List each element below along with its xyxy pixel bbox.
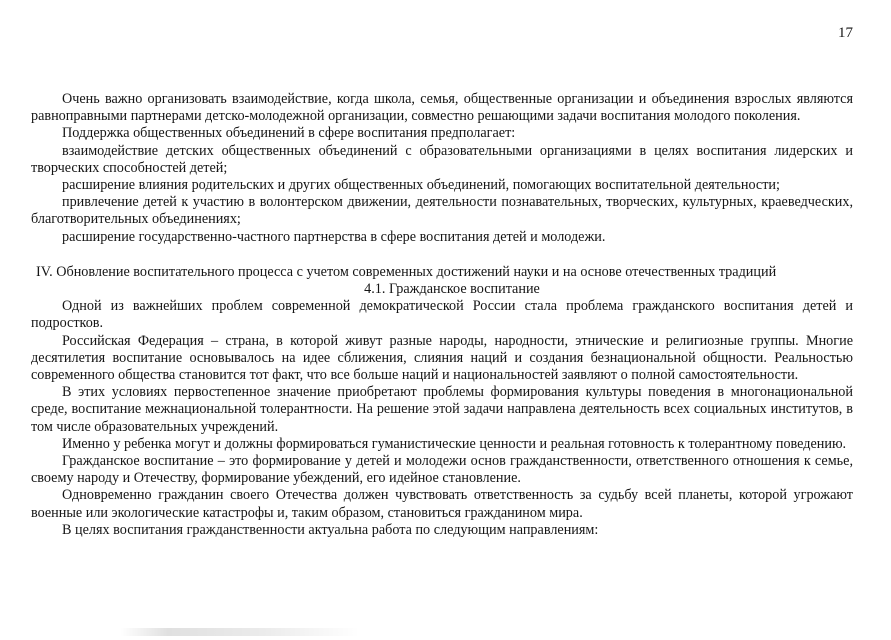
paragraph: Одновременно гражданин своего Отечества должен чувствовать ответственность за судьбу всей планеты, которой угрожают военные или экологические катастрофы и, таким образом, становиться гражданином мира. bbox=[31, 487, 853, 521]
page-number: 17 bbox=[838, 25, 853, 41]
paragraph: Именно у ребенка могут и должны формироваться гуманистические ценности и реальная готовность к толерантному поведению. bbox=[62, 435, 847, 452]
paragraph: Одной из важнейших проблем современной демократической России стала проблема гражданского воспитания детей и подростков. bbox=[31, 298, 853, 332]
scan-smudge bbox=[120, 628, 360, 636]
paragraph: Российская Федерация – страна, в которой живут разные народы, народности, этнические и религиозные группы. Многие десятилетия воспитание основывалось на идее сближения, слияния наций и создания безнациональной общности. Реальностью современного общества становится тот факт, что все больше наций и национальностей заявляют о полной самостоятельности. bbox=[31, 332, 853, 384]
paragraph: расширение влияния родительских и других общественных объединений, помогающих воспитательной деятельности; bbox=[62, 177, 780, 194]
paragraph: Гражданское воспитание – это формирование у детей и молодежи основ гражданственности, ответственного отношения к семье, своему народу и Отечеству, формирование убеждений, его идейное становление. bbox=[31, 453, 853, 487]
section-subheading: 4.1. Гражданское воспитание bbox=[364, 281, 540, 298]
paragraph: Поддержка общественных объединений в сфере воспитания предполагает: bbox=[62, 125, 516, 142]
document-body bbox=[31, 91, 853, 539]
paragraph: В целях воспитания гражданственности актуальна работа по следующим направлениям: bbox=[62, 521, 599, 538]
section-heading: IV. Обновление воспитательного процесса с учетом современных достижений науки и на основе отечественных традиций bbox=[36, 263, 777, 280]
paragraph: Очень важно организовать взаимодействие, когда школа, семья, общественные организации и объединения взрослых являются равноправными партнерами детско-молодежной организации, совместно решающими задачи воспитания молодого поколения. bbox=[31, 91, 853, 125]
paragraph: взаимодействие детских общественных объединений с образовательными организациями в целях воспитания лидерских и творческих способностей детей; bbox=[31, 142, 853, 176]
paragraph: привлечение детей к участию в волонтерском движении, деятельности познавательных, творческих, культурных, краеведческих, благотворительных объединениях; bbox=[31, 194, 853, 228]
paragraph: расширение государственно-частного партнерства в сфере воспитания детей и молодежи. bbox=[62, 228, 606, 245]
paragraph: В этих условиях первостепенное значение приобретают проблемы формирования культуры поведения в многонациональной среде, воспитание межнациональной толерантности. На решение этой задачи направлена деятельность всех социальных институтов, в том числе образовательных учреждений. bbox=[31, 384, 853, 435]
